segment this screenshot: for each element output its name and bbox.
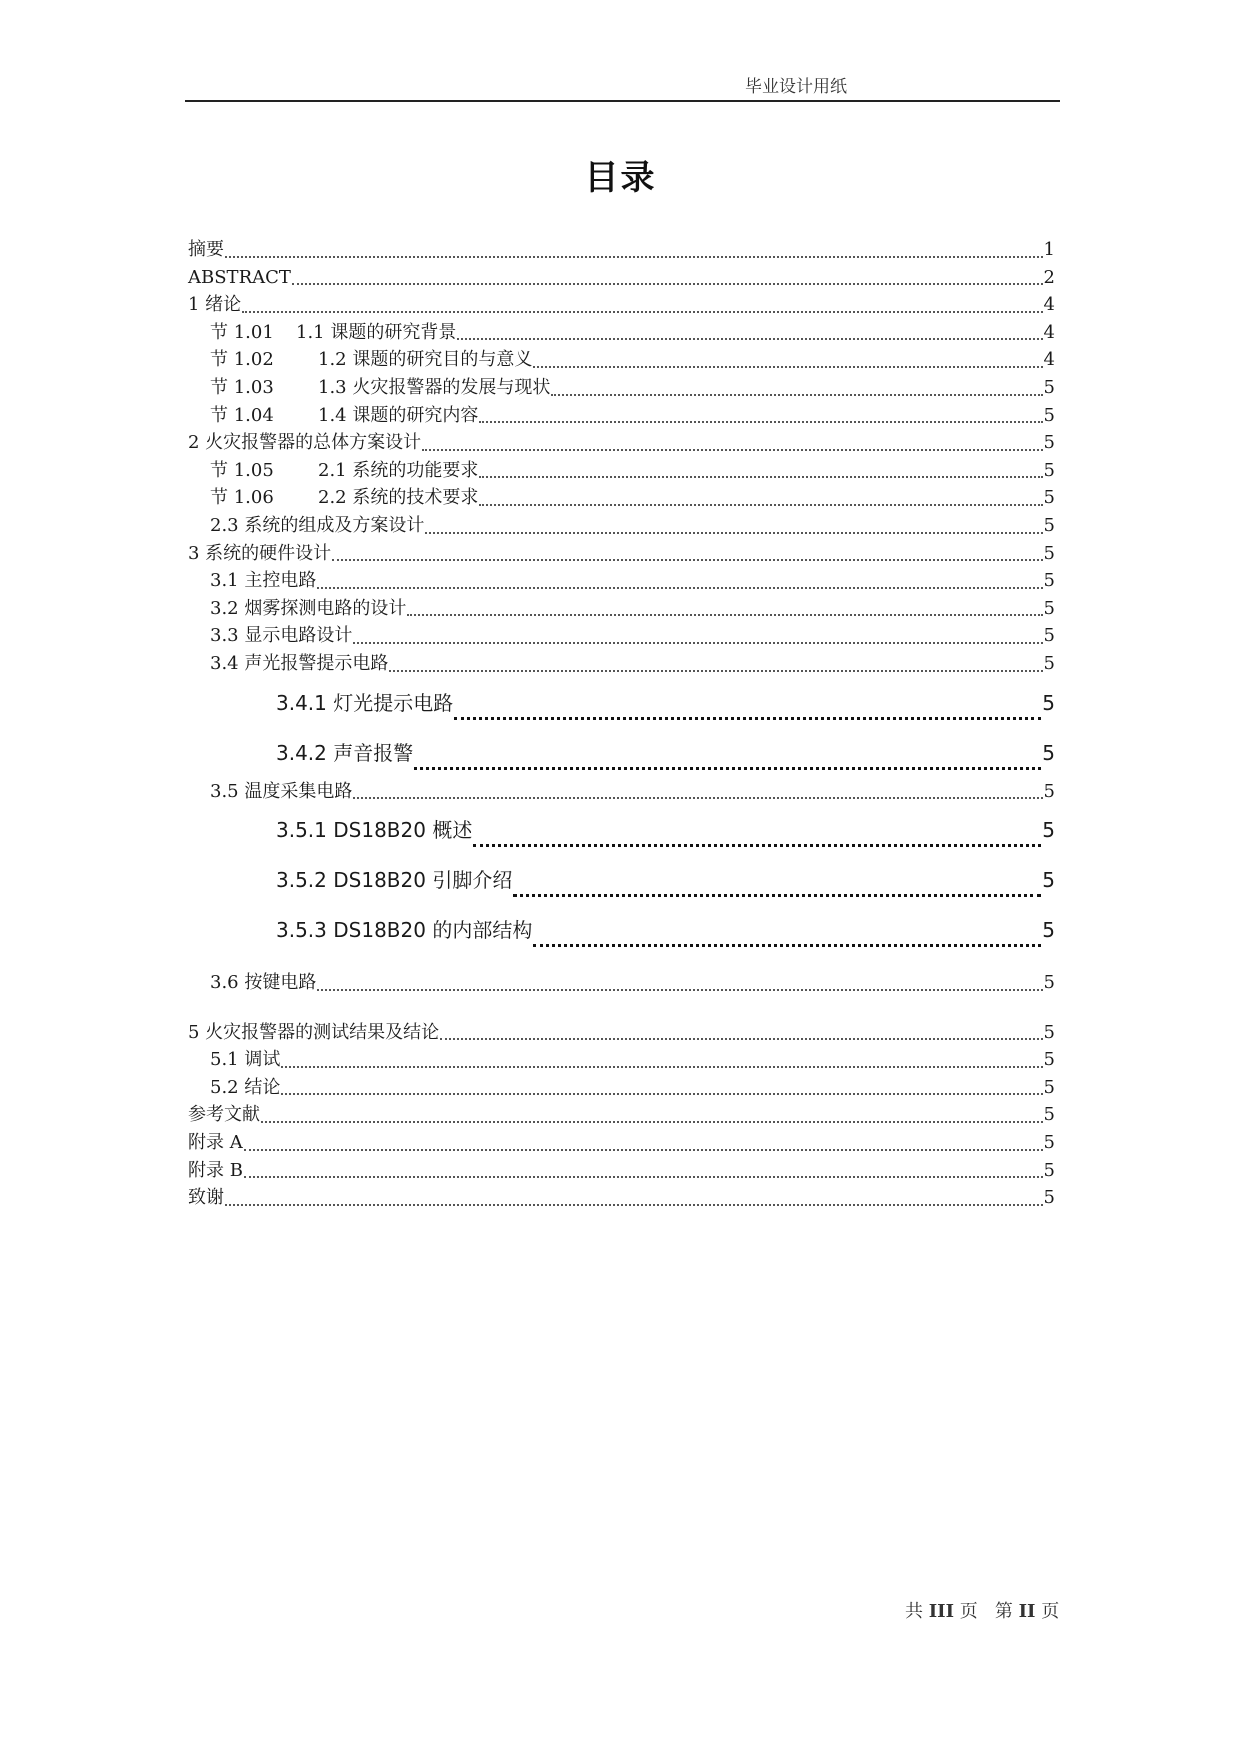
toc-entry[interactable] [188,650,1055,678]
toc-entry[interactable] [188,622,1055,650]
dot-leader [533,944,1041,947]
toc-section-number: 节 1.04 [210,404,274,426]
dot-leader [407,614,1042,616]
toc-entry[interactable] [188,678,1055,728]
toc-entry-label: 5.2 结论 [210,1076,281,1098]
footer-current-suffix: 页 [1041,1601,1060,1622]
toc-entry-page: 5 [1043,487,1055,509]
toc-entry[interactable] [188,905,1055,955]
toc-entry[interactable] [188,512,1055,540]
toc-entry[interactable] [188,969,1055,997]
toc-entry[interactable] [188,1157,1055,1185]
toc-entry-label: 3.6 按键电路 [210,972,317,994]
toc-entry[interactable] [188,778,1055,806]
toc-entry-page: 5 [1043,1187,1055,1209]
dot-leader [454,717,1041,720]
dot-leader [261,1121,1043,1123]
toc-entry[interactable] [188,264,1055,292]
toc-entry-page: 5 [1042,868,1055,893]
toc-entry-label: 2.3 系统的组成及方案设计 [210,514,425,536]
dot-leader [225,1204,1043,1206]
toc-section-number: 节 1.02 [210,349,274,371]
toc-entry[interactable] [188,236,1055,264]
dot-leader [457,338,1042,340]
toc-entry[interactable] [188,728,1055,778]
dot-leader [353,797,1042,799]
toc-entry-page: 5 [1043,625,1055,647]
toc-entry-label: 3.5.2 DS18B20 引脚介绍 [276,868,513,893]
toc-entry-page: 5 [1043,652,1055,674]
toc-entry[interactable] [188,1184,1055,1212]
toc-entry[interactable] [188,1019,1055,1047]
page-header-text: 毕业设计用纸 [745,77,847,97]
toc-entry-label: 3.4.2 声音报警 [276,740,414,765]
footer-total-prefix: 共 [905,1601,923,1622]
toc-entry[interactable] [188,319,1055,347]
toc-entry[interactable] [188,291,1055,319]
toc-entry-page: 5 [1043,1076,1055,1098]
toc-entry[interactable] [188,346,1055,374]
toc-entry[interactable] [188,1074,1055,1102]
toc-entry[interactable] [188,1101,1055,1129]
toc-entry-page: 5 [1043,542,1055,564]
toc-entry-label: 致谢 [188,1187,224,1209]
toc-entry-page: 5 [1043,1104,1055,1126]
dot-leader [422,449,1042,451]
spacer [188,955,1055,969]
toc-entry-page: 5 [1043,597,1055,619]
toc-entry-label: 2.2 系统的技术要求 [318,487,479,509]
toc-entry-label: 参考文献 [188,1104,260,1126]
toc-entry-label: 1.3 火灾报警器的发展与现状 [318,376,551,398]
dot-leader [440,1038,1042,1040]
footer-current-page: II [1018,1601,1036,1622]
dot-leader [479,421,1042,423]
toc-entry[interactable] [188,429,1055,457]
dot-leader [244,1176,1043,1178]
toc-entry-page: 5 [1043,432,1055,454]
toc-entry-page: 5 [1043,780,1055,802]
toc-entry-page: 5 [1043,1021,1055,1043]
spacer [188,997,1055,1019]
toc-entry-page: 5 [1043,972,1055,994]
toc-entry-label: 1 绪论 [188,294,242,316]
toc-entry[interactable] [188,805,1055,855]
dot-leader [414,767,1041,770]
toc-entry-label: 摘要 [188,239,224,260]
toc-entry-page: 5 [1043,1049,1055,1071]
toc-entry-page: 5 [1043,376,1055,398]
toc-section-number: 节 1.03 [210,376,274,398]
toc-entry-label: 1.2 课题的研究目的与意义 [318,349,533,371]
toc-entry-label: 3 系统的硬件设计 [188,542,332,564]
table-of-contents [188,236,1055,1212]
dot-leader [281,1093,1042,1095]
toc-entry-page: 5 [1042,740,1055,765]
dot-leader [425,532,1042,534]
toc-entry-label: 3.4.1 灯光提示电路 [276,690,454,715]
dot-leader [533,366,1042,368]
dot-leader [513,894,1041,897]
toc-entry[interactable] [188,855,1055,905]
toc-entry-label: 5 火灾报警器的测试结果及结论 [188,1021,440,1043]
page-title: 目录 [584,158,657,198]
toc-entry-label: 3.5 温度采集电路 [210,780,353,802]
dot-leader [317,989,1042,991]
dot-leader [473,844,1041,847]
toc-entry-page: 5 [1042,918,1055,943]
dot-leader [479,504,1042,506]
toc-entry-label: 附录 B [188,1159,243,1181]
toc-entry-page: 5 [1043,459,1055,481]
toc-entry-label: 3.5.1 DS18B20 概述 [276,818,473,843]
dot-leader [225,256,1043,258]
toc-entry-page: 5 [1043,514,1055,536]
dot-leader [281,1066,1042,1068]
dot-leader [479,476,1042,478]
toc-section-number: 节 1.06 [210,487,274,509]
toc-entry[interactable] [188,374,1055,402]
dot-leader [551,394,1042,396]
toc-entry-label: 1.1 课题的研究背景 [296,321,457,343]
toc-entry[interactable] [188,484,1055,512]
toc-entry[interactable] [188,595,1055,623]
toc-entry[interactable] [188,1046,1055,1074]
toc-entry-label: 2.1 系统的功能要求 [318,459,479,481]
toc-entry-page: 4 [1043,294,1055,316]
toc-entry-page: 4 [1043,349,1055,371]
dot-leader [317,587,1042,589]
toc-entry-page: 5 [1042,818,1055,843]
toc-section-number: 节 1.01 [210,321,274,343]
toc-entry-label: 3.5.3 DS18B20 的内部结构 [276,918,533,943]
toc-entry-label: 3.3 显示电路设计 [210,625,353,647]
toc-entry-page: 5 [1043,1132,1055,1154]
page-footer [905,1597,1059,1623]
toc-entry-page: 5 [1043,1159,1055,1181]
toc-entry-label: 5.1 调试 [210,1049,281,1071]
dot-leader [242,311,1042,313]
toc-entry[interactable] [188,457,1055,485]
dot-leader [332,559,1042,561]
toc-entry[interactable] [188,1129,1055,1157]
dot-leader [244,1149,1043,1151]
toc-entry-page: 1 [1043,239,1055,260]
toc-entry-page: 2 [1043,266,1055,288]
toc-entry-label: 3.1 主控电路 [210,570,317,592]
dot-leader [353,642,1042,644]
toc-entry-label: 1.4 课题的研究内容 [318,404,479,426]
toc-entry[interactable] [188,567,1055,595]
toc-section-number: 节 1.05 [210,459,274,481]
header-rule [185,100,1060,102]
toc-entry-page: 5 [1043,570,1055,592]
footer-total-pages: III [928,1601,954,1622]
toc-entry-label: 附录 A [188,1132,243,1154]
toc-entry-label: 3.2 烟雾探测电路的设计 [210,597,407,619]
dot-leader [292,283,1043,285]
footer-current-prefix: 第 [994,1601,1013,1622]
toc-entry-page: 4 [1043,321,1055,343]
toc-entry-page: 5 [1042,690,1055,715]
toc-entry-label: 3.4 声光报警提示电路 [210,652,389,674]
toc-entry[interactable] [188,402,1055,430]
toc-entry-page: 5 [1043,404,1055,426]
dot-leader [389,670,1042,672]
footer-total-suffix: 页 [959,1601,978,1622]
toc-entry-label: 2 火灾报警器的总体方案设计 [188,432,422,454]
toc-entry-label: ABSTRACT [188,266,291,288]
toc-entry[interactable] [188,540,1055,568]
